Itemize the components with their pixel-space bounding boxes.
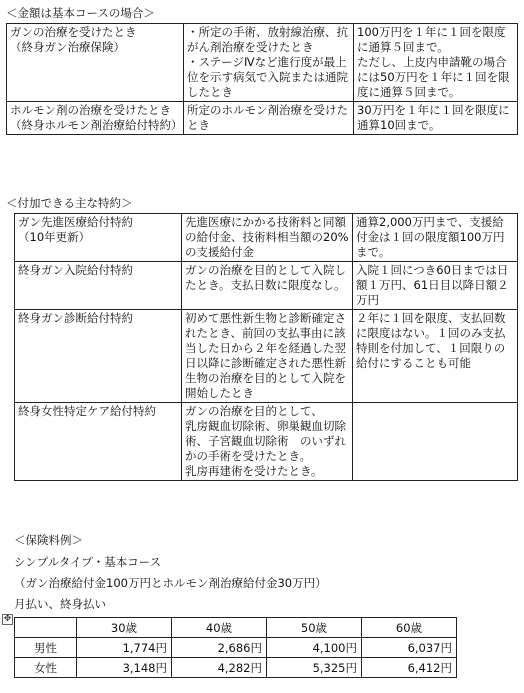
rider-name: 終身ガン診断給付特約 — [15, 310, 182, 403]
benefit-amount: 100万円を１年に１回を限度に通算５回まで。 ただし、上皮内申請靴の場合には50万円を１年に１回を限度に通算５回まで。 — [354, 24, 518, 102]
table-row — [7, 102, 518, 135]
table-row — [15, 638, 457, 658]
rider-name: 終身女性特定ケア給付特約 — [15, 403, 182, 481]
rider-condition: ガンの治療を目的として、 乳房観血切除術、卵巣観血切除術、子宮観血切除術 のいずれかの手術を受けたとき。 乳房再建術を受けたとき。 — [182, 403, 353, 481]
header-cell: 60歳 — [362, 618, 457, 638]
coverage-table — [6, 23, 518, 135]
premium-plan-detail: （ガン治療給付金100万円とホルモン剤治療給付金30万円） — [14, 576, 327, 590]
premium-cell: 3,148円 — [77, 658, 172, 678]
premium-cell: 4,282円 — [172, 658, 267, 678]
rider-condition: 先進医療にかかる技術料と同額の給付金、技術料相当額の20%の支援給付金 — [182, 214, 353, 262]
premium-cell: 2,686円 — [172, 638, 267, 658]
benefit-name: ホルモン剤の治療を受けたとき （終身ホルモン剤治療給付特約） — [7, 102, 184, 135]
premium-plan: シンプルタイプ・基本コース — [14, 555, 162, 569]
rider-amount: ２年に１回を限度、支払回数に限度はない。１回のみ支払特則を付加して、１回限りの給付にすることも可能 — [353, 310, 518, 403]
table-row — [7, 24, 518, 102]
payment-mode: 月払い、終身払い — [14, 597, 106, 611]
premium-cell: 5,325円 — [267, 658, 362, 678]
benefit-condition: ・所定の手術、放射線治療、抗がん剤治療を受けたとき ・ステージⅣなど進行度が最上位を示す病気で入院または通院したとき — [184, 24, 354, 102]
header-cell: 40歳 — [172, 618, 267, 638]
table-row — [15, 262, 518, 310]
benefit-name: ガンの治療を受けたとき （終身ガン治療保険） — [7, 24, 184, 102]
header-cell: 30歳 — [77, 618, 172, 638]
premium-cell: 6,037円 — [362, 638, 457, 658]
table-header-row — [15, 618, 457, 638]
table-row — [15, 658, 457, 678]
benefit-condition: 所定のホルモン剤治療を受けたとき — [184, 102, 354, 135]
row-label: 女性 — [15, 658, 77, 678]
rider-amount: 入院１回につき60日までは日額１万円、61日目以降日額２万円 — [353, 262, 518, 310]
rider-condition: ガンの治療を目的として入院したとき。支払日数に限度なし。 — [182, 262, 353, 310]
header-cell: 50歳 — [267, 618, 362, 638]
premium-cell: 4,100円 — [267, 638, 362, 658]
rider-name: ガン先進医療給付特約 （10年更新） — [15, 214, 182, 262]
rider-name: 終身ガン入院給付特約 — [15, 262, 182, 310]
section1-title: ＜金額は基本コースの場合＞ — [6, 6, 155, 20]
row-label: 男性 — [15, 638, 77, 658]
section3-title: ＜保険料例＞ — [14, 533, 83, 547]
benefit-amount: 30万円を１年に１回を限度に通算10回まで。 — [354, 102, 518, 135]
premium-cell: 6,412円 — [362, 658, 457, 678]
table-row — [15, 403, 518, 481]
rider-table — [14, 213, 518, 481]
table-row — [15, 310, 518, 403]
premium-table — [14, 617, 457, 678]
header-cell — [15, 618, 77, 638]
rider-amount — [353, 403, 518, 481]
table-row — [15, 214, 518, 262]
premium-cell: 1,774円 — [77, 638, 172, 658]
rider-condition: 初めて悪性新生物と診断確定されたとき、前回の支払事由に該当した日から２年を経過した翌日以降に診断確定された悪性新生物の治療を目的として入院を開始したとき — [182, 310, 353, 403]
rider-amount: 通算2,000万円まで、支援給付金は１回の限度額100万円まで。 — [353, 214, 518, 262]
section2-title: ＜付加できる主な特約＞ — [6, 196, 133, 210]
table-move-handle-icon[interactable]: ✥ — [3, 614, 12, 624]
